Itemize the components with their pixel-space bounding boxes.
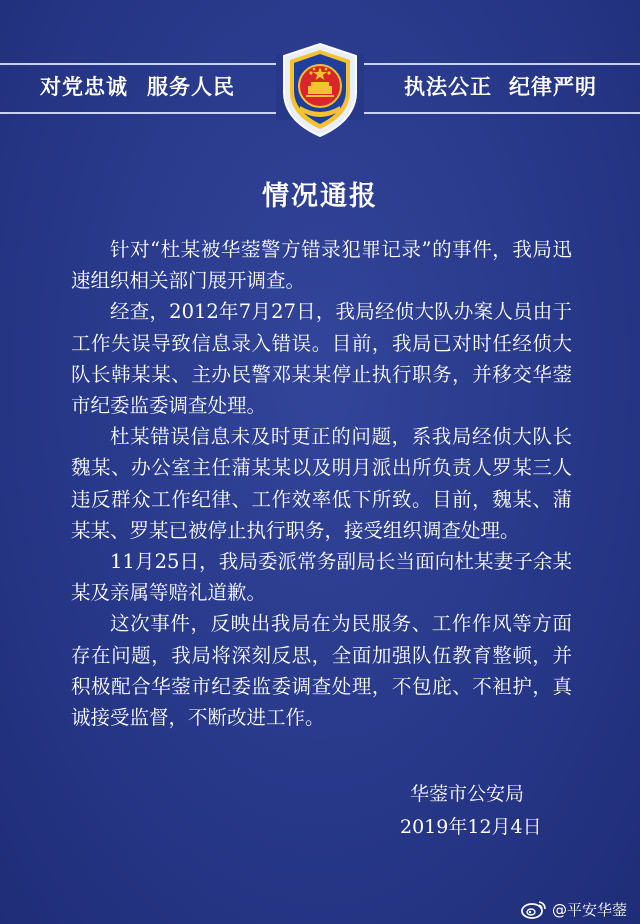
notice-body bbox=[71, 234, 572, 733]
police-emblem-icon bbox=[270, 40, 370, 140]
slogan-left bbox=[40, 74, 235, 100]
slogan-right bbox=[404, 74, 597, 100]
paragraph-reflection: 这次事件，反映出我局在为民服务、工作作风等方面存在问题，我局将深刻反思，全面加强队伍教育整顿，并积极配合华蓥市纪委监委调查处理，不包庇、不袒护，真诚接受监督，不断改进工作。 bbox=[71, 612, 572, 730]
paragraph-apology: 11月25日，我局委派常务副局长当面向杜某妻子余某某及亲属等赔礼道歉。 bbox=[71, 550, 572, 605]
signature-organization: 华蓥市公安局 bbox=[410, 783, 525, 805]
weibo-icon bbox=[520, 899, 548, 919]
signature-block bbox=[400, 778, 570, 844]
signature-date: 2019年12月4日 bbox=[400, 816, 542, 838]
weibo-watermark bbox=[520, 897, 627, 921]
watermark-handle: @平安华蓥 bbox=[552, 900, 628, 919]
slogan-fair-law: 执法公正 bbox=[404, 75, 492, 99]
slogan-serve-people: 服务人民 bbox=[147, 75, 235, 99]
header-banner bbox=[0, 0, 640, 170]
paragraph-findings: 经查，2012年7月27日，我局经侦大队办案人员由于工作失误导致信息录入错误。目前，我局已对时任经侦大队长韩某某、主办民警邓某某停止执行职务，并移交华蓥市纪委监委调查处理。 bbox=[71, 300, 572, 418]
notice-title: 情况通报 bbox=[262, 181, 378, 212]
slogan-loyalty: 对党忠诚 bbox=[40, 75, 128, 99]
paragraph-responsibility: 杜某错误信息未及时更正的问题，系我局经侦大队长魏某、办公室主任蒲某某以及明月派出所负责人罗某三人违反群众工作纪律、工作效率低下所致。目前，魏某、蒲某某、罗某已被停止执行职务，接受组织调查处理。 bbox=[71, 425, 572, 542]
slogan-discipline: 纪律严明 bbox=[509, 75, 597, 99]
paragraph-intro: 针对“杜某被华蓥警方错录犯罪记录”的事件，我局迅速组织相关部门展开调查。 bbox=[71, 238, 572, 293]
